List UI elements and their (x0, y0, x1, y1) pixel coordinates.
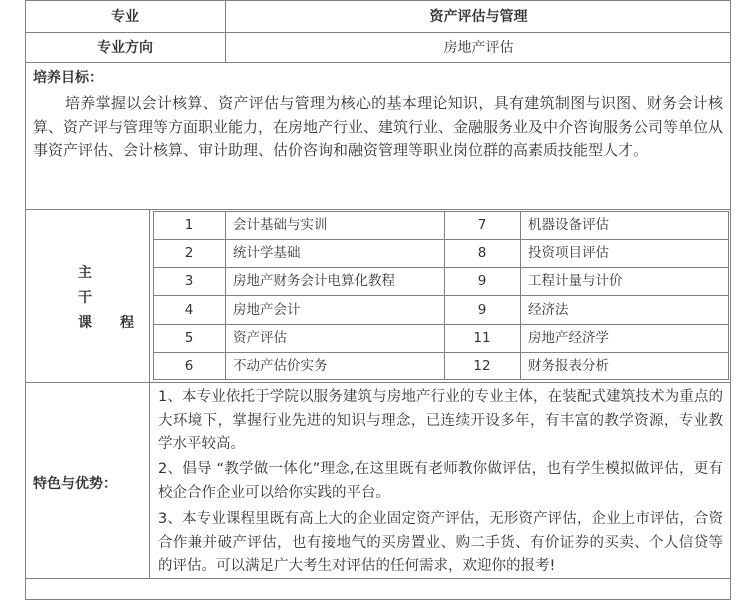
row-divider (25, 382, 731, 383)
course-name: 不动产估价实务 (233, 358, 328, 374)
course-name: 会计基础与实训 (233, 217, 328, 233)
course-num: 12 (473, 358, 491, 374)
course-name: 工程计量与计价 (528, 273, 623, 289)
course-num: 4 (184, 302, 194, 318)
objective-text: 培养掌握以会计核算、资产评估与管理为核心的基本理论知识，具有建筑制图与识图、财务会计核算、资产评与管理等方面职业能力，在房地产行业、建筑行业、金融服务业及中介咨询服务公司等单位从事资产评估、会计核算、审计助理、估价咨询和融资管理等职业岗位群的高素质技能型人才。 (33, 94, 724, 159)
major-label: 专业 (111, 9, 139, 25)
course-name: 投资项目评估 (528, 245, 609, 261)
course-name: 统计学基础 (233, 245, 301, 261)
course-num: 11 (473, 330, 491, 346)
row-divider (25, 209, 731, 210)
courses-label-char: 主 (78, 265, 92, 281)
courses-label-divider (149, 209, 150, 382)
course-name: 房地产会计 (233, 302, 301, 318)
courses-label-char: 程 (120, 315, 134, 331)
direction-value: 房地产评估 (443, 40, 514, 56)
course-num: 6 (184, 358, 194, 374)
feature-item: 1、本专业依托于学院以服务建筑与房地产行业的专业主体，在装配式建筑技术为重点的大环境下，掌握行业先进的知识与理念，已连续开设多年，有丰富的教学资源，专业教学水平较高。 (158, 389, 723, 452)
courses-label-char: 干 (78, 290, 92, 306)
row-divider (25, 62, 731, 63)
course-num: 9 (477, 302, 487, 318)
features-label-divider (149, 382, 150, 578)
features-label: 特色与优势： (33, 476, 117, 492)
course-num: 9 (477, 273, 487, 289)
course-name: 房地产财务会计电算化教程 (233, 273, 395, 289)
feature-item: 3、本专业课程里既有高上大的企业固定资产评估，无形资产评估，企业上市评估，合资合作兼并破产评估，也有接地气的买房置业、购二手货、有价证券的买卖、个人信贷等的评估。可以满足广大考生对评估的任何需求，欢迎你的报考! (158, 511, 723, 574)
objective-title: 培养目标： (33, 70, 103, 86)
course-num: 5 (184, 330, 194, 346)
course-name: 经济法 (528, 302, 569, 318)
course-num: 2 (184, 245, 194, 261)
row-divider (25, 32, 731, 33)
major-value: 资产评估与管理 (429, 9, 528, 25)
course-num: 8 (477, 245, 487, 261)
course-num: 7 (477, 217, 487, 233)
courses-label-char: 课 (78, 315, 92, 331)
course-num: 1 (184, 217, 194, 233)
feature-item: 2、倡导 “教学做一体化”理念,在这里既有老师教你做评估，也有学生模拟做评估，更有校企合作企业可以给你实践的平台。 (158, 461, 723, 501)
course-name: 财务报表分析 (528, 358, 609, 374)
course-name: 资产评估 (233, 330, 287, 346)
direction-label: 专业方向 (97, 40, 153, 56)
course-name: 房地产经济学 (528, 330, 609, 346)
course-name: 机器设备评估 (528, 217, 609, 233)
course-num: 3 (184, 273, 194, 289)
